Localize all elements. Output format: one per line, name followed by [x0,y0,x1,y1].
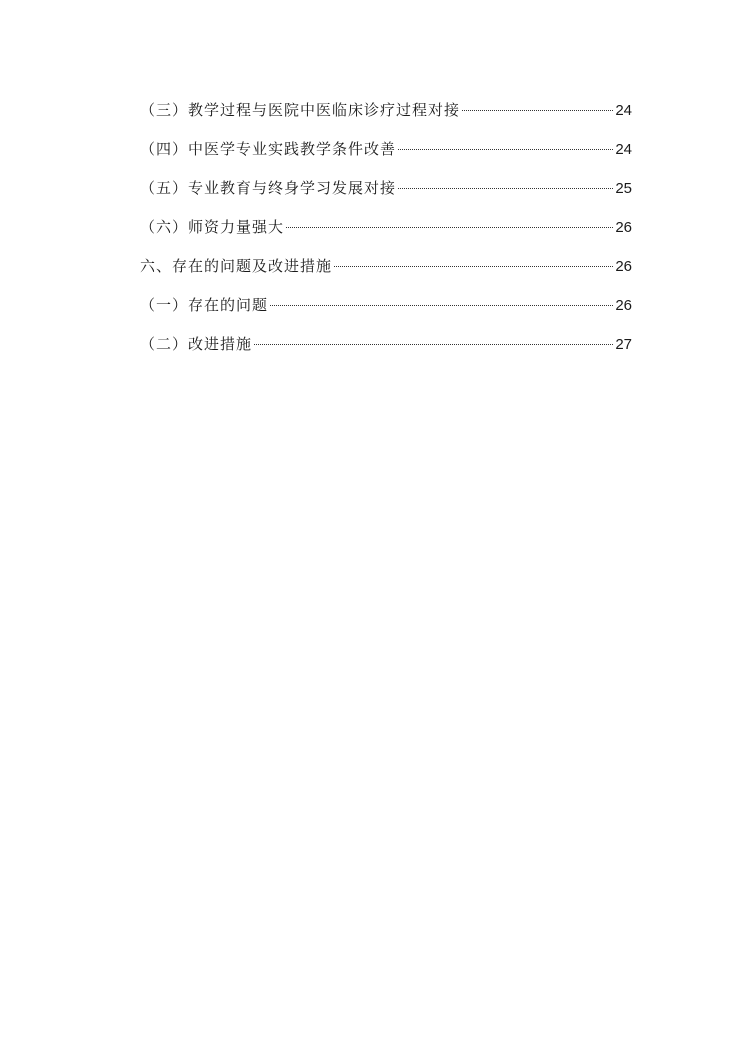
toc-entry-title: （一）存在的问题 [140,296,269,314]
toc-leader-dots [398,149,613,150]
toc-entry-page: 26 [615,219,632,236]
toc-leader-dots [398,188,613,189]
toc-entry-title: 六、存在的问题及改进措施 [140,257,333,275]
toc-leader-dots [286,227,613,228]
toc-entry-title: （三）教学过程与医院中医临床诊疗过程对接 [140,101,461,119]
toc-entry-page: 25 [615,180,632,197]
toc-entry[interactable] [140,293,632,317]
toc-leader-dots [270,305,613,306]
toc-entry[interactable] [140,254,632,278]
toc-entry-title: （四）中医学专业实践教学条件改善 [140,140,397,158]
toc-entry-title: （二）改进措施 [140,335,253,353]
toc-entry[interactable] [140,176,632,200]
toc-entry-page: 24 [615,102,632,119]
toc-entry[interactable] [140,215,632,239]
toc-entry-title: （五）专业教育与终身学习发展对接 [140,179,397,197]
toc-leader-dots [462,110,613,111]
toc-entry-page: 26 [615,297,632,314]
toc-entry-page: 24 [615,141,632,158]
toc-leader-dots [334,266,613,267]
toc-leader-dots [254,344,613,345]
toc-entry-title: （六）师资力量强大 [140,218,285,236]
toc-entry[interactable] [140,332,632,356]
toc-entry-page: 26 [615,258,632,275]
toc-entry[interactable] [140,98,632,122]
toc-entry[interactable] [140,137,632,161]
toc-entry-page: 27 [615,336,632,353]
